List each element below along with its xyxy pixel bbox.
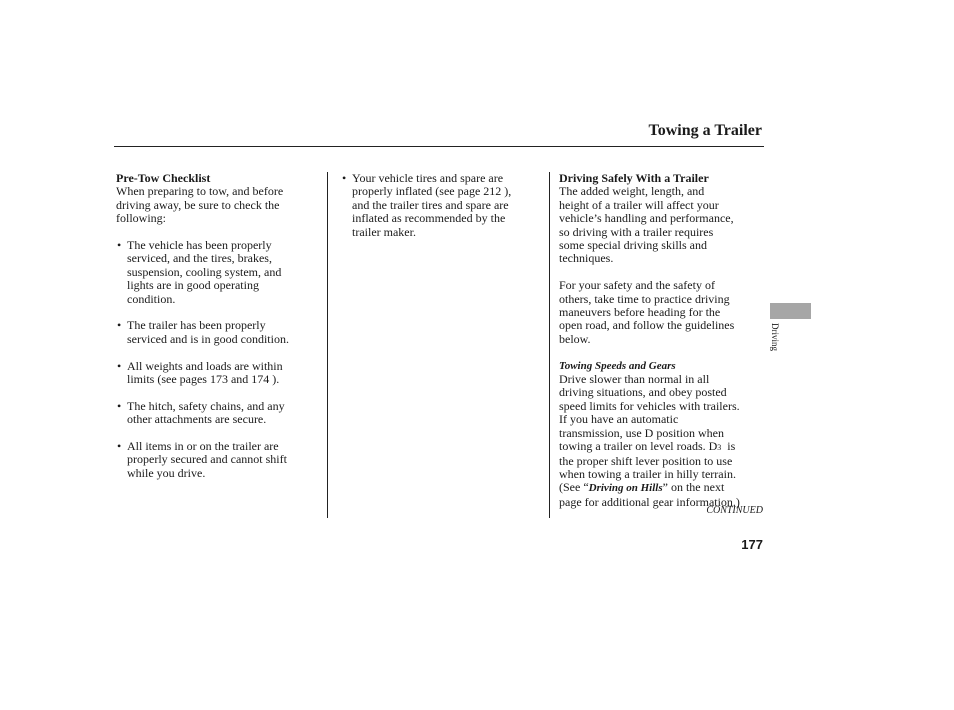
section-heading-pre-tow: Pre-Tow Checklist	[116, 171, 211, 185]
section-heading-driving-safely: Driving Safely With a Trailer	[559, 171, 709, 185]
intro-line: following:	[116, 211, 166, 226]
page-number: 177	[741, 537, 763, 552]
paragraph-line: the proper shift lever position to use	[559, 453, 733, 468]
paragraph-line: maneuvers before heading for the	[559, 305, 721, 320]
paragraph-line: speed limits for vehicles with trailers.	[559, 398, 740, 413]
checklist-item: • Your vehicle tires and spare are properly inflated (see page 212 ), and the trailer tires and spare are inflated as recommended by the trailer maker.	[342, 171, 512, 239]
continued-label: CONTINUED	[706, 505, 763, 516]
bullet-icon: •	[117, 238, 122, 253]
paragraph-line: towing a trailer on level roads. D3 is	[559, 439, 736, 454]
paragraph-line: height of a trailer will affect your	[559, 197, 719, 212]
paragraph-line: page for additional gear information.)	[559, 494, 740, 509]
checklist-item: • The vehicle has been properly serviced, and the tires, brakes, suspension, cooling system, and lights are in good operating condition.	[117, 238, 282, 306]
header-rule	[114, 146, 764, 147]
paragraph-line: when towing a trailer in hilly terrain.	[559, 466, 736, 481]
column-divider-1	[327, 172, 328, 518]
paragraph-line: open road, and follow the guidelines	[559, 318, 735, 333]
d3-subscript: 3	[717, 443, 722, 453]
bullet-icon: •	[117, 398, 122, 413]
bullet-icon: •	[342, 171, 347, 185]
section-tab	[770, 303, 811, 319]
intro-line: When preparing to tow, and before	[116, 184, 284, 199]
paragraph-line: so driving with a trailer requires	[559, 224, 714, 239]
paragraph-line: others, take time to practice driving	[559, 291, 730, 306]
checklist-continued	[341, 172, 541, 239]
subheading-towing-speeds: Towing Speeds and Gears	[559, 359, 676, 372]
paragraph-line: some special driving skills and	[559, 238, 707, 253]
checklist-item: • The hitch, safety chains, and any other attachments are secure.	[117, 398, 285, 427]
column-pre-tow-checklist	[116, 172, 316, 480]
paragraph-line: driving situations, and obey posted	[559, 385, 727, 400]
intro-line: driving away, be sure to check the	[116, 197, 280, 212]
paragraph-line: techniques.	[559, 251, 614, 266]
paragraph-line: vehicle’s handling and performance,	[559, 211, 734, 226]
paragraph-line: (See “Driving on Hills” on the next	[559, 480, 725, 495]
section-tab-label: Driving	[770, 323, 780, 351]
checklist	[116, 239, 316, 480]
paragraph-line: below.	[559, 331, 591, 346]
bullet-icon: •	[117, 318, 122, 333]
column-divider-2	[549, 172, 550, 518]
bullet-icon: •	[117, 439, 122, 454]
column-driving-safely	[559, 172, 769, 509]
cross-reference-link[interactable]: Driving on Hills	[588, 482, 663, 495]
paragraph-line: Drive slower than normal in all	[559, 372, 710, 387]
page-title: Towing a Trailer	[648, 122, 762, 139]
checklist-item: • All items in or on the trailer are properly secured and cannot shift while you drive.	[117, 439, 287, 480]
checklist-item: • The trailer has been properly serviced and is in good condition.	[117, 318, 289, 346]
paragraph-line: transmission, use D position when	[559, 425, 724, 440]
bullet-icon: •	[117, 358, 122, 373]
paragraph-line: For your safety and the safety of	[559, 278, 715, 293]
checklist-item: • All weights and loads are within limits (see pages 173 and 174 ).	[117, 358, 283, 387]
paragraph-line: The added weight, length, and	[559, 184, 705, 199]
column-tires	[341, 172, 541, 239]
paragraph-line: If you have an automatic	[559, 412, 679, 427]
